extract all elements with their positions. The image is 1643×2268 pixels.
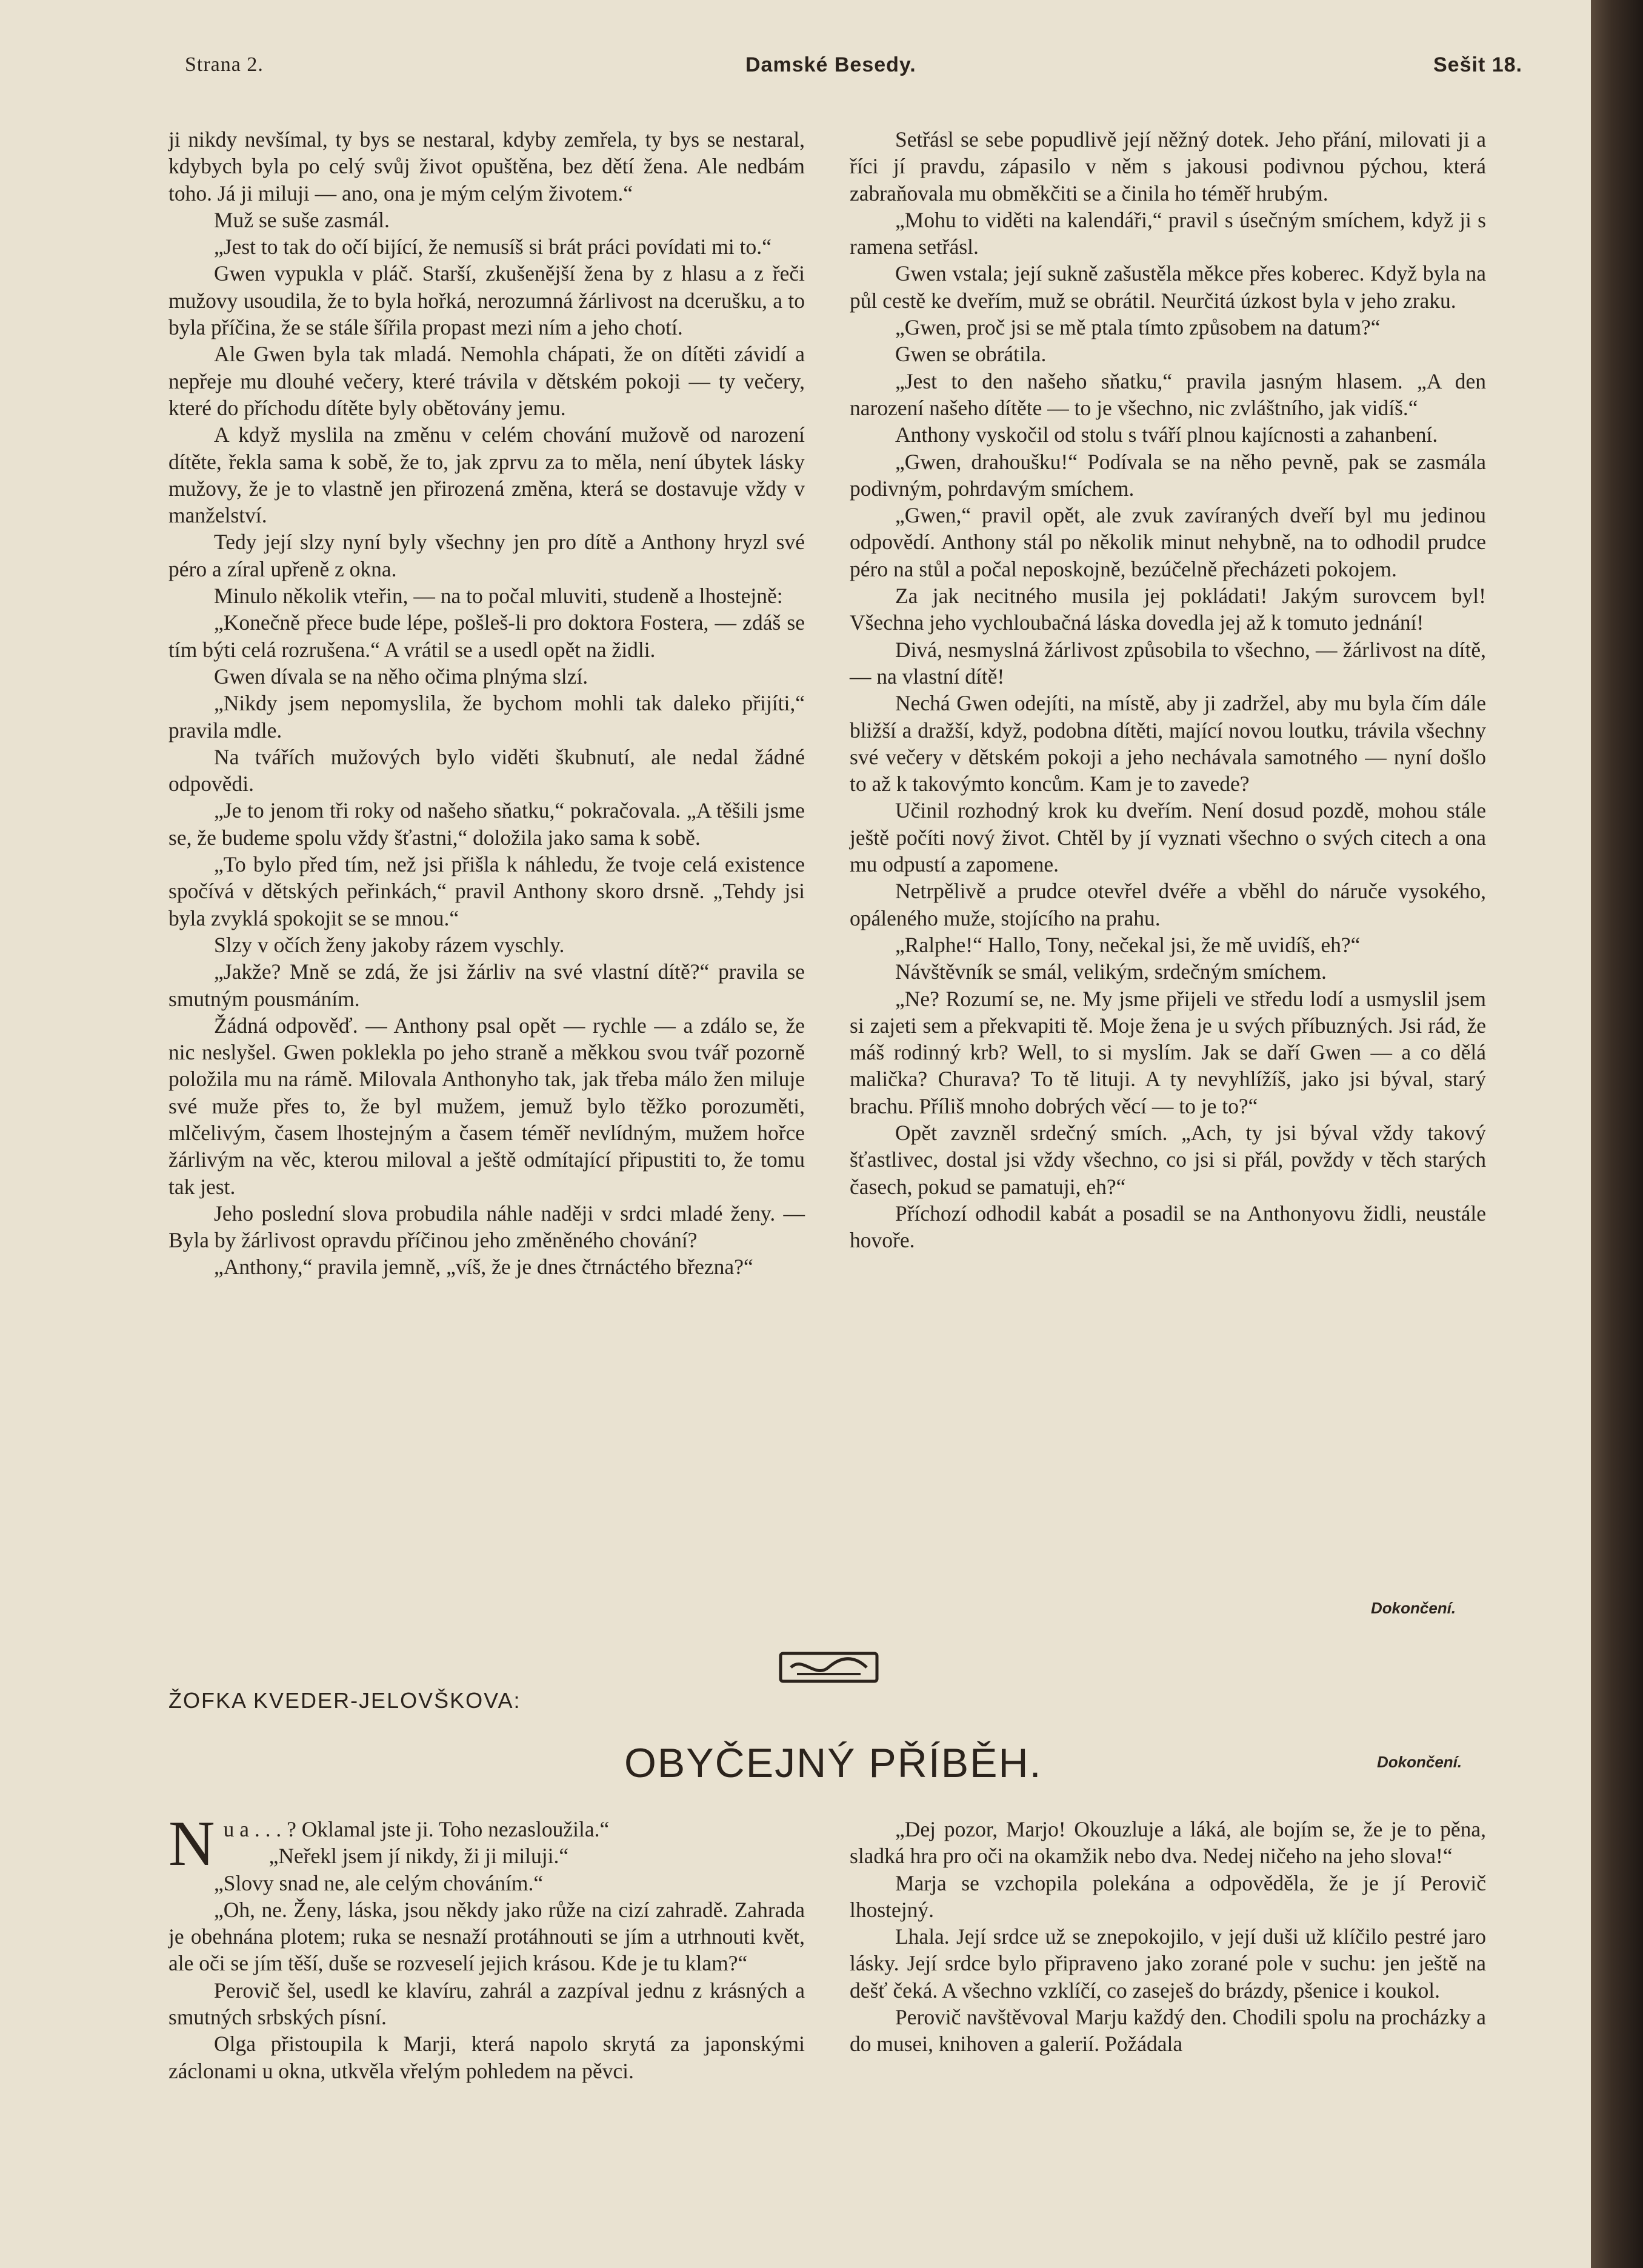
paragraph: „Gwen,“ pravil opět, ale zvuk zavíraných dveří byl mu jedinou odpovědí. Anthony stál po několik minut nehybně, na to odhodil prudce péro na stůl a počal neposkojně, bezúčelně přecházeti pokojem. — [850, 503, 1486, 581]
title-note: Dokončení. — [1377, 1753, 1462, 1771]
paragraph: Ale Gwen byla tak mladá. Nemohla chápati, že on dítěti závidí a nepřeje mu dlouhé večery, které trávila v dětském pokoji — ty večery, které do příchodu dítěte byly obětovány jemu. — [168, 342, 805, 420]
paragraph: „Anthony,“ pravila jemně, „víš, že je dnes čtrnáctého března?“ — [214, 1255, 753, 1279]
continuation-note: Dokončení. — [1371, 1599, 1456, 1617]
paragraph: Muž se suše zasmál. — [214, 207, 390, 232]
binding-edge — [1591, 0, 1643, 2268]
paragraph: Na tvářích mužových bylo viděti škubnutí, ale nedal žádné odpovědi. — [168, 744, 805, 796]
paragraph: Minulo několik vteřin, — na to počal mluviti, studeně a lhostejně: — [214, 584, 783, 609]
paragraph: Žádná odpověď. — Anthony psal opět — rychle — a zdálo se, že nic neslyšel. Gwen poklekla po jeho straně a měkkou svou tvář pozorně položila mu na rámě. Milovala Anthonyho tak, jak třeba málo žen miluje své muže přes to, že byl mužem, jemuž bylo těžko porozuměti, mlčelivým, časem lhostejným a časem téměř nevlídným, mužem hořce žárlivým na věc, kterou miloval a ještě odmítající připustiti to, že tomu tak jest. — [168, 1013, 805, 1199]
paragraph: Za jak necitného musila jej pokládati! Jakým surovcem byl! Všechna jeho vychloubačná láska dovedla jej až k tomuto jednání! — [850, 584, 1486, 635]
paragraph: Divá, nesmyslná žárlivost způsobila to všechno, — žárlivost na dítě, — na vlastní dítě! — [850, 637, 1486, 689]
paragraph: Slzy v očích ženy jakoby rázem vyschly. — [214, 932, 565, 957]
paragraph: „Gwen, proč jsi se mě ptala tímto způsobem na datum?“ — [895, 315, 1381, 340]
paragraph: „Jakže? Mně se zdá, že jsi žárliv na své vlastní dítě?“ pravila se smutným pousmáním. — [168, 959, 805, 1011]
ornament-icon — [779, 1650, 879, 1685]
paragraph: Perovič navštěvoval Marju každý den. Chodili spolu na procházky a do musei, knihoven a galerií. Požádala — [850, 2005, 1486, 2056]
paragraph: „Slovy snad ne, ale celým chováním.“ — [214, 1870, 544, 1895]
paragraph: Tedy její slzy nyní byly všechny jen pro dítě a Anthony hryzl své péro a zíral upřeně z okna. — [168, 530, 805, 581]
paragraph: Lhala. Její srdce už se znepokojilo, v její duši už klíčilo pestré jaro lásky. Její srdce bylo připraveno jako zorané pole v suchu: jen ještě na dešť čeká. A všechno vzklíčí, co zaseješ do brázdy, pšenice i koukol. — [850, 1924, 1486, 2003]
paragraph: Návštěvník se smál, velikým, srdečným smíchem. — [895, 959, 1327, 984]
paragraph: „Oh, ne. Ženy, láska, jsou někdy jako růže na cizí zahradě. Zahrada je obehnána plotem; ruka se nesnaží protáhnouti se jím a utrhnouti květ, ale oči se jím těší, duše se rozveselí jejich krásou. Kde je tu klam?“ — [168, 1897, 805, 1976]
paragraph: „Jest to tak do očí bijící, že nemusíš si brát práci povídati mi to.“ — [214, 235, 772, 259]
paragraph: „Mohu to viděti na kalendáři,“ pravil s úsečným smíchem, když ji s ramena setřásl. — [850, 207, 1486, 259]
page-number: Strana 2. — [185, 53, 264, 76]
paragraph: Gwen vypukla v pláč. Starší, zkušenější žena by z hlasu a z řeči mužovy usoudila, že to byla hořká, nerozumná žárlivost na dcerušku, a to byla příčina, že se stále šířila propast mezi ním a jeho chotí. — [168, 261, 805, 340]
paragraph: ji nikdy nevšímal, ty bys se nestaral, kdyby zemřela, ty bys se nestaral, kdybych byla po celý svůj život opuštěna, bez dětí žena. Ale nedbám toho. Já ji miluji — ano, ona je mým celým životem.“ — [168, 127, 805, 205]
paragraph: Gwen dívala se na něho očima plnýma slzí. — [214, 664, 588, 689]
paragraph: Netrpělivě a prudce otevřel dvéře a vběhl do náruče vysokého, opáleného muže, stojícího na prahu. — [850, 879, 1486, 930]
paragraph: „Dej pozor, Marjo! Okouzluje a láká, ale bojím se, že je to pěna, sladká hra pro oči na okamžik nebo dva. Nedej ničeho na jeho slova!“ — [850, 1817, 1486, 1869]
paragraph: Gwen se obrátila. — [895, 342, 1047, 367]
story-author: ŽOFKA KVEDER-JELOVŠKOVA: — [168, 1688, 521, 1713]
paragraph: Příchozí odhodil kabát a posadil se na Anthonyovu židli, neustále hovoře. — [850, 1201, 1486, 1253]
paragraph: Nechá Gwen odejíti, na místě, aby ji zadržel, aby mu byla čím dále bližší a dražší, když, podobna dítěti, mající novou loutku, trávila všechny své večery v dětském pokoji a jeho nechávala samotného — nyní došlo to až k takovýmto koncům. Kam je to zavede? — [850, 691, 1486, 796]
column-1 — [168, 126, 805, 1281]
paragraph: „Ralphe!“ Hallo, Tony, nečekal jsi, že mě uvidíš, eh?“ — [895, 932, 1361, 957]
paragraph: Perovič šel, usedl ke klavíru, zahrál a zazpíval jednu z krásných a smutných srbských písní. — [168, 1978, 805, 2030]
story-title: OBYČEJNÝ PŘÍBĚH. — [624, 1740, 1042, 1786]
paragraph: „Jest to den našeho sňatku,“ pravila jasným hlasem. „A den narození našeho dítěte — to je všechno, nic zvláštního, jak vidíš.“ — [850, 369, 1486, 420]
issue-number: Sešit 18. — [1433, 53, 1522, 76]
paragraph: Setřásl se sebe popudlivě její něžný dotek. Jeho přání, milovati ji a říci jí pravdu, zápasilo v něm s jakousi podivnou pýchou, která zabraňovala mu obměkčiti se a činila ho téměř hrubým. — [850, 127, 1486, 205]
column-2 — [850, 126, 1486, 1253]
dropcap: N — [168, 1808, 215, 1879]
paragraph-text: u a . . . ? Oklamal jste ji. Toho nezasloužila.“ — [223, 1817, 610, 1841]
paragraph: „Nikdy jsem nepomyslila, že bychom mohli tak daleko přijíti,“ pravila mdle. — [168, 691, 805, 742]
column-4 — [850, 1816, 1486, 2058]
column-3 — [168, 1808, 805, 2084]
paragraph: „Je to jenom tři roky od našeho sňatku,“ pokračovala. „A těšili jsme se, že budeme spolu vždy šťastni,“ doložila jako sama k sobě. — [168, 798, 805, 850]
paragraph: Opět zavzněl srdečný smích. „Ach, ty jsi býval vždy takový šťastlivec, dostal jsi vždy všechno, co jsi si přál, povždy v těch starých časech, pokud se pamatuji, eh?“ — [850, 1120, 1486, 1199]
magazine-title: Damské Besedy. — [745, 53, 916, 76]
paragraph: Učinil rozhodný krok ku dveřím. Není dosud pozdě, mohou stále ještě počíti nový život. Chtěl by jí vyznati všechno o svých citech a ona mu odpustí a zapomene. — [850, 798, 1486, 877]
paragraph: Jeho poslední slova probudila náhle naději v srdci mladé ženy. — Byla by žárlivost opravdu příčinou jeho změněného chování? — [168, 1201, 805, 1253]
paragraph: „Ne? Rozumí se, ne. My jsme přijeli ve středu lodí a usmyslil jsem si zajeti sem a překvapiti tě. Moje žena je u svých příbuzných. Jsi rád, že máš rodinný krb? Well, to si myslím. Jak se daří Gwen — a co dělá malička? Churava? To tě lituji. A ty nevyhlížíš, jako jsi býval, starý brachu. Příliš mnoho dobrých věcí — to je to?“ — [850, 986, 1486, 1118]
paragraph: Olga přistoupila k Marji, která napolo skrytá za japonskými záclonami u okna, utkvěla vřelým pohledem na pěvci. — [168, 2032, 805, 2083]
paragraph: Marja se vzchopila polekána a odpověděla, že je jí Perovič lhostejný. — [850, 1870, 1486, 1922]
paragraph: Gwen vstala; její sukně zašustěla měkce přes koberec. Když byla na půl cestě ke dveřím, muž se obrátil. Neurčitá úzkost byla v jeho zraku. — [850, 261, 1486, 313]
paragraph: A když myslila na změnu v celém chování mužově od narození dítěte, řekla sama k sobě, že to, jak zprvu za to měla, není úbytek lásky mužovy, že je to vlastně jen přirozená změna, která se dostavuje vždy v manželství. — [168, 422, 805, 528]
paragraph: „Neřekl jsem jí nikdy, ži ji miluji.“ — [268, 1844, 569, 1869]
paragraph: „To bylo před tím, než jsi přišla k náhledu, že tvoje celá existence spočívá v dětských peřinkách,“ pravil Anthony skoro drsně. „Tehdy jsi byla zvyklá spokojit se se mnou.“ — [168, 852, 805, 930]
paragraph: Anthony vyskočil od stolu s tváří plnou kajícnosti a zahanbení. — [895, 422, 1438, 447]
paragraph: „Konečně přece bude lépe, pošleš-li pro doktora Fostera, — zdáš se tím býti celá rozrušena.“ A vrátil se a usedl opět na židli. — [168, 610, 805, 662]
paragraph: „Gwen, drahoušku!“ Podívala se na něho pevně, pak se zasmála podivným, pohrdavým smíchem. — [850, 449, 1486, 501]
